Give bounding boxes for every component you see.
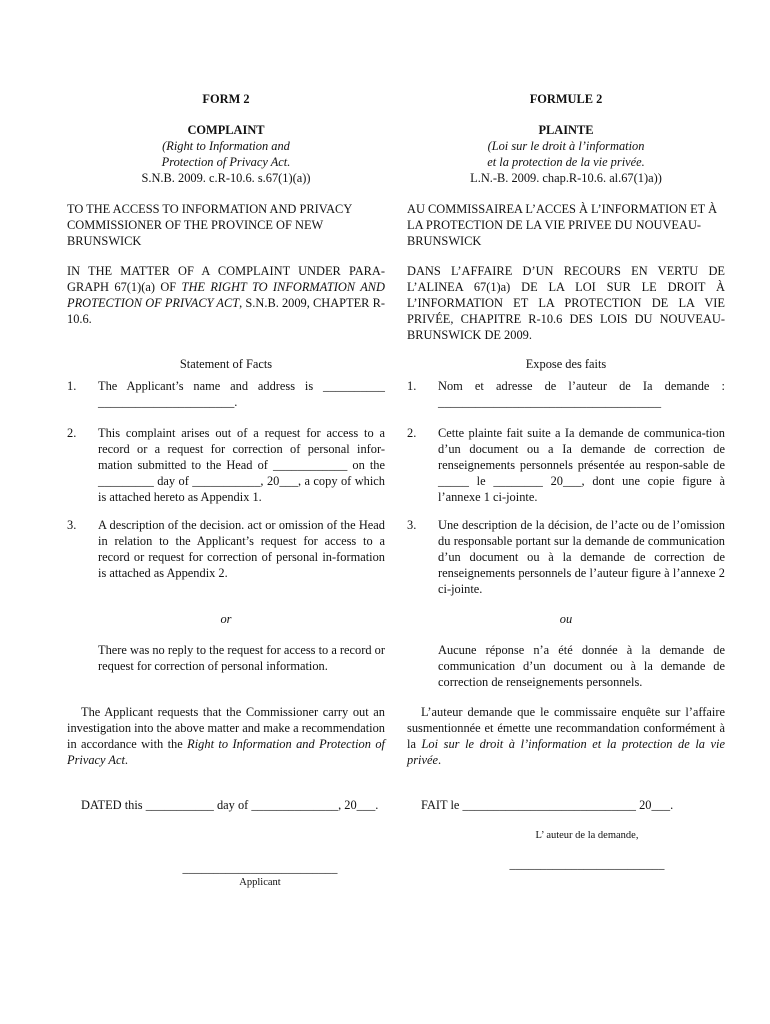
matter-text: IN THE MATTER OF A COMPLAINT UNDER PARA-GRAPH 67(1)(a) OF xyxy=(67,264,385,294)
statute-citation: L.N.-B. 2009. chap.R-10.6. al.67(1)a)) xyxy=(470,171,662,185)
dated-line: FAIT le ____________________________ 20___. xyxy=(421,798,674,812)
request-act-name: Right to Information and Protection of Privacy Act xyxy=(67,737,385,767)
item-number: 1. xyxy=(67,379,77,393)
form-title: FORMULE 2 xyxy=(529,92,603,106)
addressee: TO THE ACCESS TO INFORMATION AND PRIVACY COMMISSIONER OF THE PROVINCE OF NEW BRUNSWICK xyxy=(67,202,352,248)
item-text: Cette plainte fait suite a Ia demande de communica-tion d’un document ou a Ia demande de correction de renseignements personnels présentée au respon-sable de _____ le ________ 20___, dont une copie figure à l’annexe 1 ci-jointe. xyxy=(438,426,725,504)
fact-item-1 xyxy=(67,378,385,410)
form-heading: PLAINTE xyxy=(538,123,594,137)
signature-label: L’ auteur de la demande, xyxy=(535,830,639,841)
no-reply-paragraph xyxy=(67,642,385,674)
form-heading-block xyxy=(407,122,725,186)
no-reply-paragraph xyxy=(407,642,725,690)
form-title: FORM 2 xyxy=(202,92,250,106)
act-name-line2: et la protection de la vie privée. xyxy=(487,155,645,169)
matter-text-end: , S.N.B. 2009, CHAPTER R-10.6. xyxy=(67,296,385,326)
item-text: Nom et adresse de l’auteur de Ia demande : ____________________________________ xyxy=(438,379,725,409)
act-name-line1: (Loi sur le droit à l’information xyxy=(487,139,645,153)
item-number: 3. xyxy=(67,518,77,532)
request-text: The Applicant requests that the Commissioner carry out an investigation into the above matter and make a recommendation in accordance with the xyxy=(67,705,385,751)
fact-item-2 xyxy=(407,425,725,505)
item-text: This complaint arises out of a request for access to a record or a request for correction of personal infor-mation submitted to the Head of ____________ on the _________ day of ___________, 20___, a copy of which is attached hereto as Appendix 1. xyxy=(98,426,385,504)
request-text-end: . xyxy=(124,753,129,767)
item-text: A description of the decision. act or omission of the Head in relation to the Applicant’s request for access to a record or request for correction of personal in-formation is attached as Appendix 2. xyxy=(98,518,385,580)
item-text: The Applicant’s name and address is __________ ______________________. xyxy=(98,379,385,409)
item-number: 2. xyxy=(67,426,77,440)
facts-heading: Statement of Facts xyxy=(179,357,273,371)
signature-line: _________________________ xyxy=(182,861,338,875)
item-number: 3. xyxy=(407,518,417,532)
matter-paragraph xyxy=(67,263,385,327)
statute-citation: S.N.B. 2009. c.R-10.6. s.67(1)(a)) xyxy=(141,171,311,185)
fact-item-2 xyxy=(67,425,385,505)
signature-label: Applicant xyxy=(239,877,281,888)
fact-item-3 xyxy=(407,517,725,597)
dated-line: DATED this ___________ day of ______________, 20___. xyxy=(81,798,379,812)
act-name-line1: (Right to Information and xyxy=(162,139,290,153)
or-separator: or xyxy=(220,612,232,626)
or-separator: ou xyxy=(559,612,573,626)
item-number: 2. xyxy=(407,426,417,440)
item-number: 1. xyxy=(407,379,417,393)
request-text-end: . xyxy=(437,753,442,767)
fact-item-3 xyxy=(67,517,385,581)
request-paragraph xyxy=(407,704,725,768)
facts-heading: Expose des faits xyxy=(525,357,607,371)
request-act-name: Loi sur le droit à l’information et la protection de la vie privée xyxy=(407,737,725,767)
signature-line: _________________________ xyxy=(509,857,665,871)
fact-item-1 xyxy=(407,378,725,410)
form-heading-block xyxy=(67,122,385,186)
request-text: L’auteur demande que le commissaire enquête sur l’affaire susmentionnée et émette une recommandation conformément à la xyxy=(407,705,725,751)
request-paragraph xyxy=(67,704,385,768)
no-reply-text: There was no reply to the request for access to a record or request for correction of personal information. xyxy=(98,643,385,673)
no-reply-text: Aucune réponse n’a été donnée à la demande de communication d’un document ou à la demande de correction de renseignements personnels. xyxy=(438,643,725,689)
act-name-line2: Protection of Privacy Act. xyxy=(161,155,291,169)
matter-paragraph: DANS L’AFFAIRE D’UN RECOURS EN VERTU DE L’ALINEA 67(1)a) DE LA LOI SUR LE DROIT À L’INFORMATION ET LA PROTECTION DE LA VIE PRIVÉE, CHAPITRE R-10.6 DES LOIS DU NOUVEAU-BRUNSWICK DE 2009. xyxy=(407,264,725,342)
matter-act-name: THE RIGHT TO INFORMATION AND PROTECTION OF PRIVACY ACT xyxy=(67,280,385,310)
form-heading: COMPLAINT xyxy=(187,123,265,137)
item-text: Une description de la décision, de l’acte ou de l’omission du responsable portant sur la demande de communication d’un document ou à la demande de correction de renseignements personnels de l’auteur figure à l’annexe 2 ci-jointe. xyxy=(438,518,725,596)
addressee: AU COMMISSAIREA L’ACCES À L’INFORMATION ET À LA PROTECTION DE LA VIE PRIVEE DU NOUVEAU-BRUNSWICK xyxy=(407,202,718,248)
